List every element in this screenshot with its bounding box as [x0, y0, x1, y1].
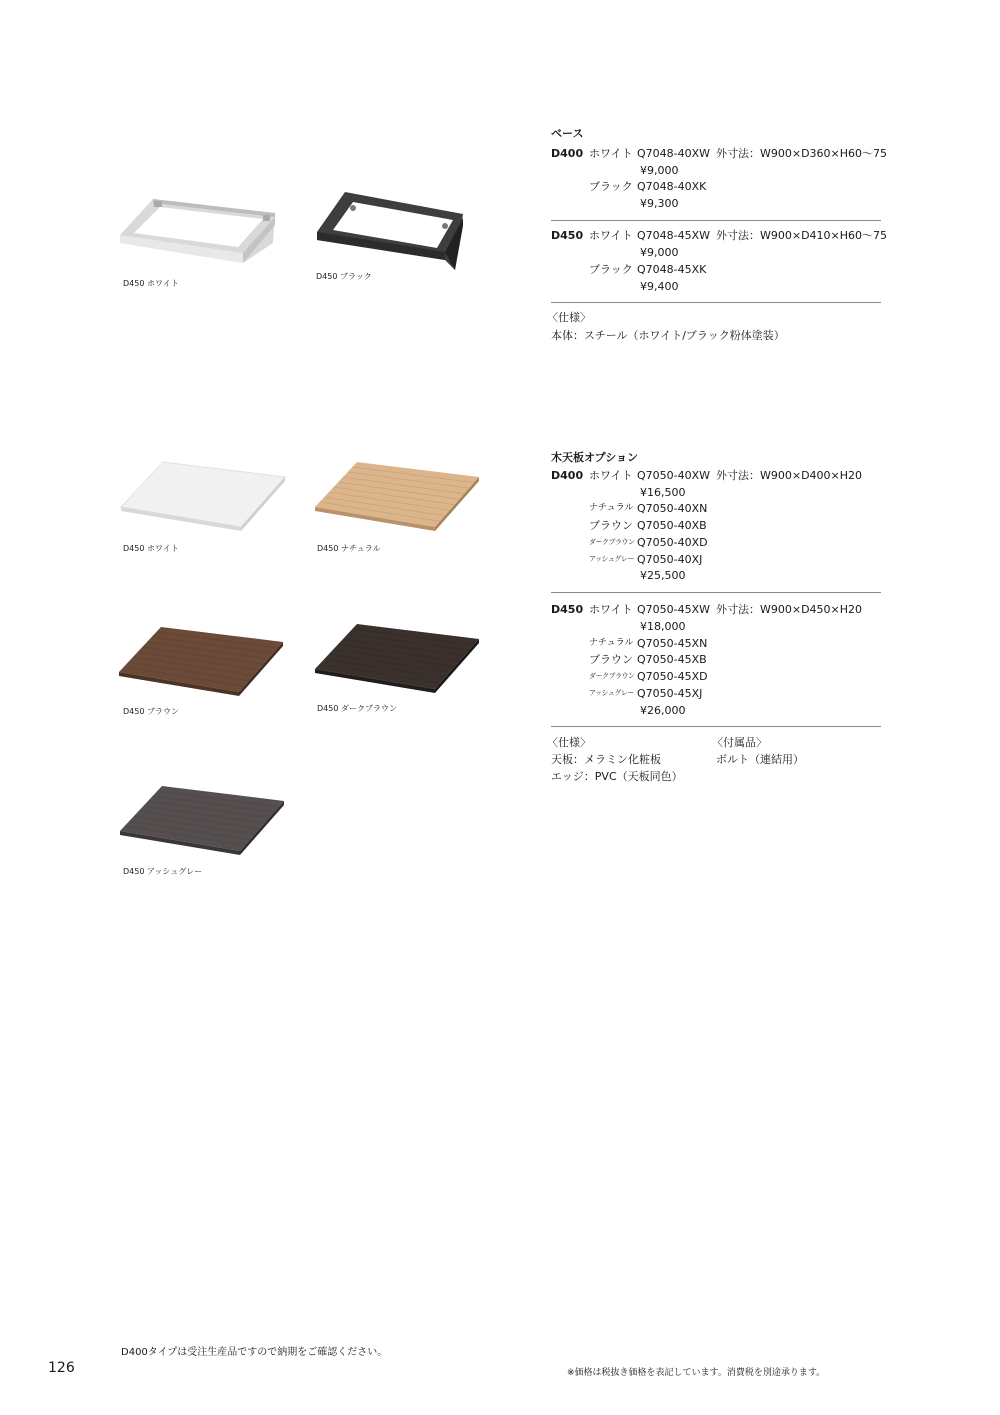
wood-d450-color-4: ダークブラウン: [589, 672, 635, 680]
wood-image-caption-dark-brown: D450 ダークブラウン: [317, 704, 397, 713]
wood-accessory-heading: 〈付属品〉: [712, 736, 767, 749]
wood-spec-heading: 〈仕様〉: [547, 736, 591, 749]
base-section-title: ベース: [551, 127, 584, 140]
base-spec-body: 本体：スチール（ホワイト/ブラック粉体塗装）: [551, 329, 785, 342]
wood-d400-color-5: アッシュグレー: [589, 555, 634, 563]
base-d400-price-1: ¥9,000: [640, 164, 679, 177]
footer-note: D400タイプは受注生産品ですので納期をご確認ください。: [121, 1347, 388, 1358]
wood-divider-1: [551, 592, 881, 593]
wood-d450-code-1: Q7050-45XW: [637, 603, 711, 616]
wood-d450-code-5: Q7050-45XJ: [637, 687, 703, 700]
base-image-caption-white: D450 ホワイト: [123, 279, 179, 288]
ash-grey-top-panel-image: [120, 786, 285, 856]
wood-image-caption-natural: D450 ナチュラル: [317, 544, 381, 553]
wood-d400-dims: 外寸法：W900×D400×H20: [716, 469, 863, 482]
base-d400-size: D400: [551, 147, 584, 160]
natural-top-panel-image: [315, 462, 480, 532]
wood-d400-color-2: ナチュラル: [589, 503, 634, 513]
wood-d450-color-2: ナチュラル: [589, 638, 634, 648]
wood-d450-color-3: ブラウン: [589, 653, 633, 666]
wood-d450-price-5: ¥26,000: [640, 704, 686, 717]
brown-top-panel-image: [119, 627, 284, 697]
wood-image-caption-brown: D450 ブラウン: [123, 707, 179, 716]
base-divider-1: [551, 220, 881, 221]
tax-note: ※価格は税抜き価格を表記しています。消費税を別途承ります。: [567, 1368, 826, 1378]
dark-brown-top-panel-image: [315, 624, 480, 694]
base-d450-price-1: ¥9,000: [640, 246, 679, 259]
wood-image-caption-ash-grey: D450 アッシュグレー: [123, 867, 203, 876]
wood-d450-code-3: Q7050-45XB: [637, 653, 707, 666]
wood-section-title: 木天板オプション: [551, 451, 639, 464]
wood-d400-price-5: ¥25,500: [640, 569, 686, 582]
wood-d400-size: D400: [551, 469, 584, 482]
base-spec-heading: 〈仕様〉: [547, 311, 591, 324]
wood-d400-code-2: Q7050-40XN: [637, 502, 708, 515]
base-d450-size: D450: [551, 229, 584, 242]
wood-spec-line-1: 天板：メラミン化粧板: [551, 753, 661, 766]
white-base-frame-image: [118, 195, 293, 270]
base-d400-price-2: ¥9,300: [640, 197, 679, 210]
base-d450-color-2: ブラック: [589, 263, 633, 276]
wood-d450-code-2: Q7050-45XN: [637, 637, 708, 650]
base-d450-code-2: Q7048-45XK: [637, 263, 707, 276]
wood-d400-color-3: ブラウン: [589, 519, 633, 532]
wood-d400-code-1: Q7050-40XW: [637, 469, 711, 482]
base-d450-code-1: Q7048-45XW: [637, 229, 711, 242]
base-d450-price-2: ¥9,400: [640, 280, 679, 293]
base-d450-color-1: ホワイト: [589, 229, 633, 242]
base-d400-code-1: Q7048-40XW: [637, 147, 711, 160]
wood-d400-code-5: Q7050-40XJ: [637, 553, 703, 566]
wood-d450-size: D450: [551, 603, 584, 616]
base-d400-code-2: Q7048-40XK: [637, 180, 707, 193]
base-d450-dims: 外寸法：W900×D410×H60〜75: [716, 229, 888, 242]
wood-d450-color-1: ホワイト: [589, 603, 633, 616]
wood-d450-code-4: Q7050-45XD: [637, 670, 708, 683]
wood-spec-line-2: エッジ：PVC（天板同色）: [551, 770, 683, 783]
base-d400-dims: 外寸法：W900×D360×H60〜75: [716, 147, 888, 160]
wood-d400-price-1: ¥16,500: [640, 486, 686, 499]
wood-d400-code-4: Q7050-40XD: [637, 536, 708, 549]
black-base-frame-image: [315, 190, 475, 270]
wood-d400-color-1: ホワイト: [589, 469, 633, 482]
base-d400-color-1: ホワイト: [589, 147, 633, 160]
wood-divider-2: [551, 726, 881, 727]
white-top-panel-image: [121, 462, 286, 532]
base-d400-color-2: ブラック: [589, 180, 633, 193]
wood-d450-price-1: ¥18,000: [640, 620, 686, 633]
wood-image-caption-white: D450 ホワイト: [123, 544, 179, 553]
base-divider-2: [551, 302, 881, 303]
wood-accessory-body: ボルト（連結用）: [716, 753, 804, 766]
wood-d450-dims: 外寸法：W900×D450×H20: [716, 603, 863, 616]
wood-d400-color-4: ダークブラウン: [589, 538, 635, 546]
wood-d450-color-5: アッシュグレー: [589, 689, 634, 697]
base-image-caption-black: D450 ブラック: [316, 272, 372, 281]
page-number: 126: [48, 1360, 75, 1376]
wood-d400-code-3: Q7050-40XB: [637, 519, 707, 532]
